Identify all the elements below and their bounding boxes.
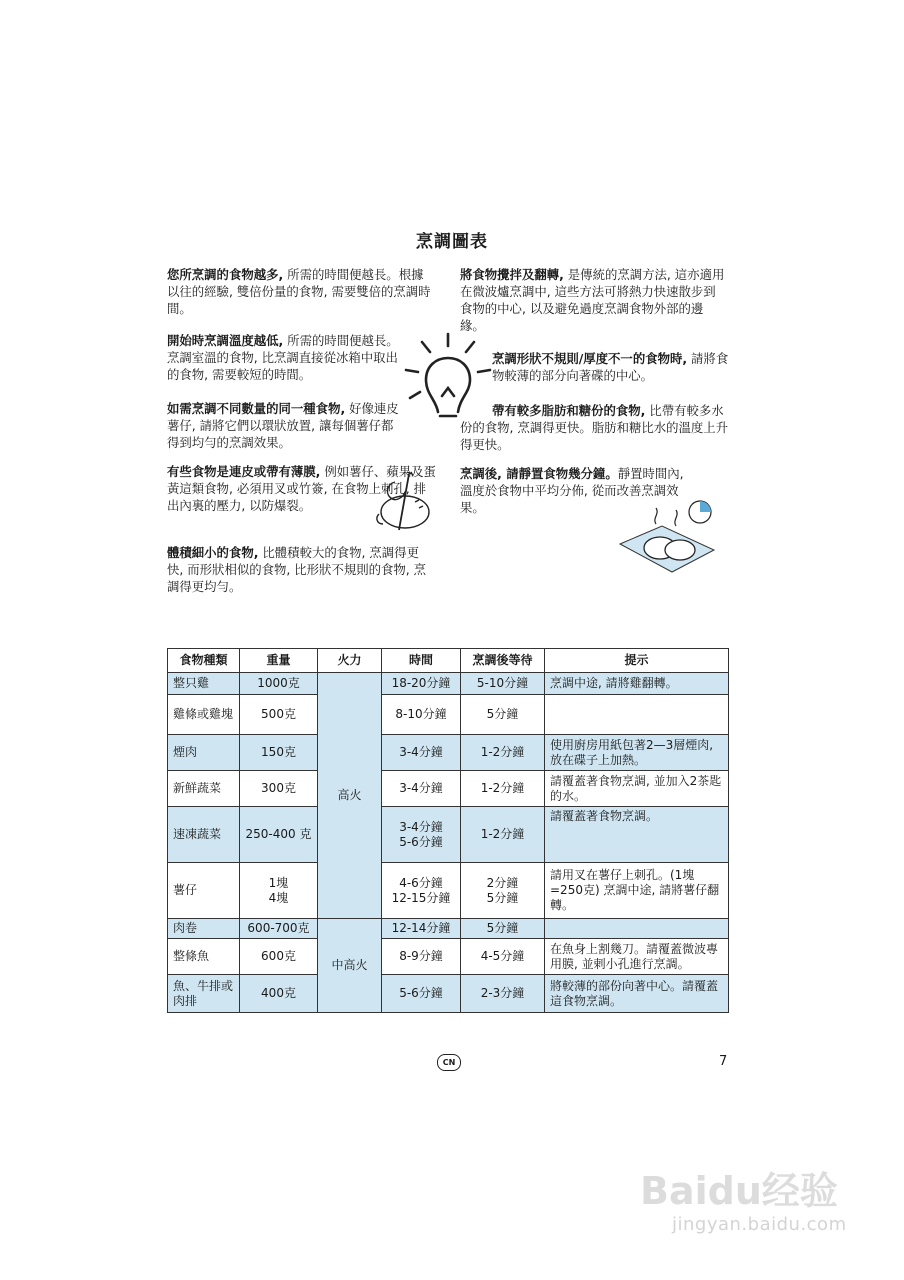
tip-cell	[545, 695, 729, 735]
food-cell: 薯仔	[168, 863, 240, 919]
paragraph-body: 例如薯仔、蘋果及蛋黃這類食物, 必須用叉或竹簽, 在食物上刺孔, 排出內裏的壓力, 以防爆裂。	[167, 464, 436, 513]
table-header-row	[168, 649, 729, 673]
table-row	[168, 863, 729, 919]
table-row	[168, 975, 729, 1013]
weight-cell: 250-400 克	[240, 807, 318, 863]
time-cell: 3-4分鐘	[382, 771, 461, 807]
standing-time-line: 2分鐘	[486, 875, 519, 890]
paragraph-body: 所需的時間便越長。烹調室溫的食物, 比烹調直接從冰箱中取出的食物, 需要較短的時間。	[167, 333, 399, 382]
paragraph-body: 所需的時間便越長。根據以往的經驗, 雙倍份量的食物, 需要雙倍的烹調時間。	[167, 267, 431, 316]
paragraph-lead: 烹調形狀不規則/厚度不一的食物時,	[492, 351, 688, 366]
weight-cell: 300克	[240, 771, 318, 807]
paragraph-lead: 開始時烹調溫度越低,	[167, 333, 284, 348]
weight-cell: 150克	[240, 735, 318, 771]
paragraph-irregular-shape	[492, 350, 730, 384]
paragraph-lead: 烹調後, 請靜置食物幾分鐘。	[460, 466, 618, 481]
paragraph-small-food	[167, 544, 435, 595]
table-row	[168, 919, 729, 939]
tip-cell	[545, 919, 729, 939]
food-cell: 整只雞	[168, 673, 240, 695]
weight-cell: 400克	[240, 975, 318, 1013]
time-cell: 12-14分鐘	[382, 919, 461, 939]
time-line: 12-15分鐘	[391, 890, 451, 905]
table-row	[168, 695, 729, 735]
paragraph-body: 靜置時間內, 溫度於食物中平均分佈, 從而改善烹調效果。	[460, 466, 684, 515]
lightbulb-icon	[400, 330, 496, 422]
table-row	[168, 673, 729, 695]
weight-line: 4塊	[268, 890, 289, 905]
column-header-tips: 提示	[545, 649, 729, 673]
food-cell: 煙肉	[168, 735, 240, 771]
weight-line: 1塊	[268, 875, 289, 890]
food-cell: 魚、牛排或肉排	[168, 975, 240, 1013]
food-cell: 整條魚	[168, 939, 240, 975]
time-cell: 18-20分鐘	[382, 673, 461, 695]
paragraph-quantity	[167, 266, 435, 317]
time-cell	[382, 863, 461, 919]
food-cell: 雞條或雞塊	[168, 695, 240, 735]
table-row	[168, 771, 729, 807]
standing-time-cell: 1-2分鐘	[461, 771, 545, 807]
paragraph-fat-sugar	[460, 402, 730, 453]
paragraph-lead: 將食物攪拌及翻轉,	[460, 267, 564, 282]
paragraph-same-food	[167, 400, 399, 451]
potato-fork-icon	[365, 468, 435, 538]
time-cell: 3-4分鐘	[382, 735, 461, 771]
standing-time-cell: 5分鐘	[461, 919, 545, 939]
paragraph-body: 是傳統的烹調方法, 這亦適用在微波爐烹調中, 這些方法可將熱力快速散步到食物的中心, 以及避免過度烹調食物外部的邊緣。	[460, 267, 725, 333]
power-cell-medium-high: 中高火	[318, 919, 382, 1013]
tip-cell: 烹調中途, 請將雞翻轉。	[545, 673, 729, 695]
cooking-chart-table	[167, 648, 729, 1013]
tip-cell: 請用叉在薯仔上刺孔。(1塊=250克) 烹調中途, 請將薯仔翻轉。	[545, 863, 729, 919]
tip-cell: 將較薄的部份向著中心。請覆蓋這食物烹調。	[545, 975, 729, 1013]
column-header-time: 時間	[382, 649, 461, 673]
baidu-watermark-url: jingyan.baidu.com	[672, 1214, 847, 1235]
weight-cell: 600克	[240, 939, 318, 975]
paragraph-body: 比體積較大的食物, 烹調得更快, 而形狀相似的食物, 比形狀不規則的食物, 烹調得更均勻。	[167, 545, 427, 594]
paragraph-lead: 帶有較多脂肪和糖份的食物,	[492, 403, 646, 418]
food-cell: 速凍蔬菜	[168, 807, 240, 863]
column-header-power: 火力	[318, 649, 382, 673]
standing-time-cell: 5-10分鐘	[461, 673, 545, 695]
standing-time-cell: 2-3分鐘	[461, 975, 545, 1013]
page-number: 7	[719, 1054, 728, 1069]
language-badge: CN	[437, 1054, 461, 1071]
paragraph-body: 比帶有較多水份的食物, 烹調得更快。脂肪和糖比水的溫度上升得更快。	[460, 403, 729, 452]
baidu-watermark-logo: Baidu经验	[640, 1169, 838, 1213]
time-line: 3-4分鐘	[399, 819, 443, 834]
weight-cell	[240, 863, 318, 919]
weight-cell: 600-700克	[240, 919, 318, 939]
weight-cell: 500克	[240, 695, 318, 735]
standing-time-line: 5分鐘	[486, 890, 519, 905]
column-header-food: 食物種類	[168, 649, 240, 673]
standing-time-cell: 1-2分鐘	[461, 735, 545, 771]
paragraph-start-temperature	[167, 332, 407, 383]
paragraph-lead: 體積細小的食物,	[167, 545, 259, 560]
food-cell: 新鮮蔬菜	[168, 771, 240, 807]
paragraph-lead: 如需烹調不同數量的同一種食物,	[167, 401, 346, 416]
standing-time-cell: 4-5分鐘	[461, 939, 545, 975]
resting-food-icon	[618, 496, 718, 576]
power-cell-high: 高火	[318, 673, 382, 919]
time-cell: 5-6分鐘	[382, 975, 461, 1013]
standing-time-cell: 1-2分鐘	[461, 807, 545, 863]
tip-cell: 請覆蓋著食物烹調, 並加入2茶匙的水。	[545, 771, 729, 807]
column-header-standing-time: 烹調後等待	[461, 649, 545, 673]
tip-cell: 在魚身上割幾刀。請覆蓋微波專用膜, 並剌小孔進行烹調。	[545, 939, 729, 975]
time-cell: 8-10分鐘	[382, 695, 461, 735]
paragraph-stir-turn	[460, 266, 728, 334]
time-cell	[382, 807, 461, 863]
weight-cell: 1000克	[240, 673, 318, 695]
standing-time-cell: 5分鐘	[461, 695, 545, 735]
food-cell: 肉卷	[168, 919, 240, 939]
standing-time-cell	[461, 863, 545, 919]
table-row	[168, 735, 729, 771]
time-line: 5-6分鐘	[399, 834, 443, 849]
table-row	[168, 939, 729, 975]
time-cell: 8-9分鐘	[382, 939, 461, 975]
paragraph-lead: 您所烹調的食物越多,	[167, 267, 284, 282]
paragraph-lead: 有些食物是連皮或帶有薄膜,	[167, 464, 321, 479]
page-title: 烹調圖表	[416, 232, 488, 252]
time-line: 4-6分鐘	[399, 875, 443, 890]
column-header-weight: 重量	[240, 649, 318, 673]
paragraph-body: 好像連皮薯仔, 請將它們以環狀放置, 讓每個薯仔都得到均勻的烹調效果。	[167, 401, 399, 450]
tip-cell: 使用廚房用紙包著2—3層煙肉, 放在碟子上加熱。	[545, 735, 729, 771]
tip-cell: 請覆蓋著食物烹調。	[545, 807, 729, 863]
table-row	[168, 807, 729, 863]
paragraph-body: 請將食物較薄的部分向著碟的中心。	[492, 351, 729, 383]
